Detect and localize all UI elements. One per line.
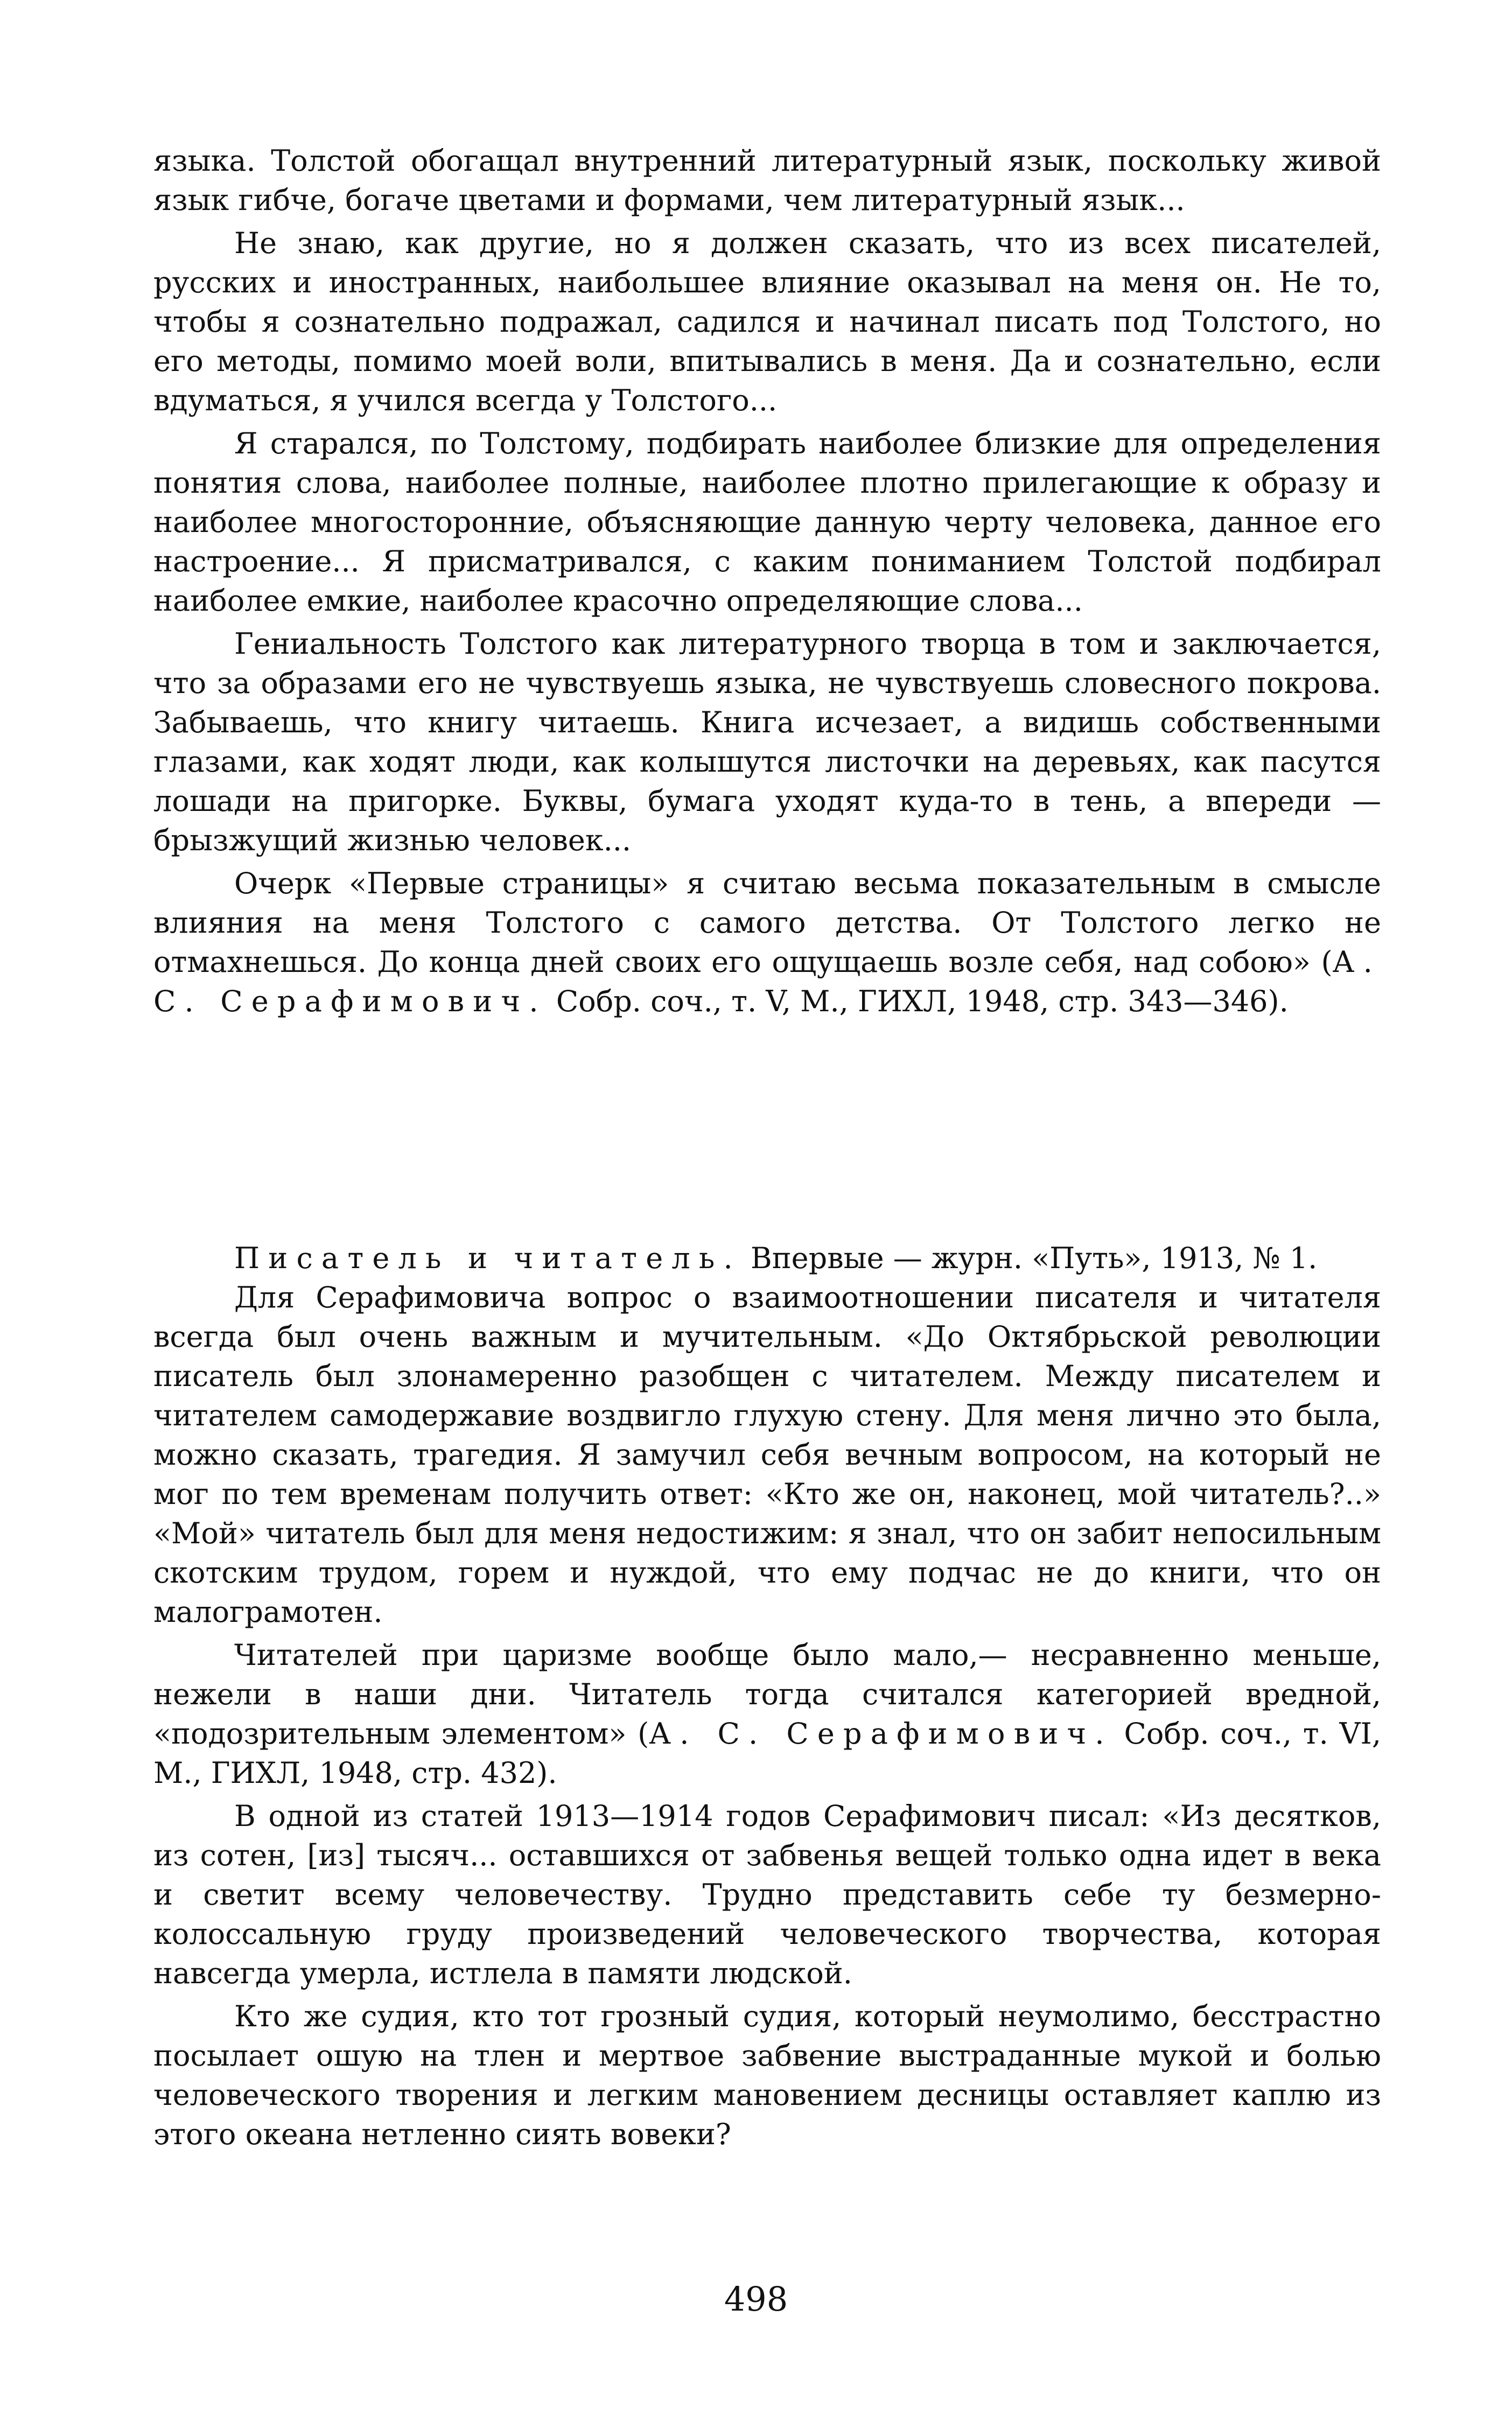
citation-source: Собр. соч., т. VI, М., ГИХЛ, 1948, стр. 432). bbox=[153, 1717, 1381, 1790]
paragraph: Кто же судия, кто тот грозный судия, который неумолимо, бесстрастно посылает ошую на тлен и мертвое забвение выстраданные мукой и болью человеческого творения и легким мановением десницы оставляет каплю из этого океана нетленно сиять вовеки? bbox=[153, 1999, 1381, 2151]
section-title: Писатель и читатель. bbox=[234, 1241, 741, 1275]
paragraph-citation bbox=[153, 1635, 1381, 1793]
commentary-block-writer-reader bbox=[153, 1239, 1381, 2158]
page-number: 498 bbox=[724, 2279, 788, 2319]
paragraph: Гениальность Толстого как литературного творца в том и заключается, что за образами его не чувствуешь языка, не чувствуешь словесного покрова. Забываешь, что книгу читаешь. Книга исчезает, а видишь собственными глазами, как ходят люди, как колышутся листочки на деревьях, как пасутся лошади на пригорке. Буквы, бумага уходят куда-то в тень, а впереди — брызжущий жизнью человек... bbox=[153, 627, 1381, 857]
citation-author: А. С. Серафимович. bbox=[153, 945, 1381, 1018]
section-heading bbox=[153, 1239, 1381, 1278]
commentary-block-tolstoy bbox=[153, 141, 1381, 1025]
paragraph: языка. Толстой обогащал внутренний литературный язык, поскольку живой язык гибче, богаче цветами и формами, чем литературный язык... bbox=[153, 144, 1381, 217]
citation-author: А. С. Серафимович. bbox=[649, 1717, 1113, 1751]
paragraph: Не знаю, как другие, но я должен сказать, что из всех писателей, русских и иностранных, наибольшее влияние оказывал на меня он. Не то, чтобы я сознательно подражал, садился и начинал писать под Толстого, но его методы, помимо моей воли, впитывались в меня. Да и сознательно, если вдуматься, я учился всегда у Толстого... bbox=[153, 226, 1381, 417]
paragraph: Я старался, по Толстому, подбирать наиболее близкие для определения понятия слова, наиболее полные, наиболее плотно прилегающие к образу и наиболее многосторонние, объясняющие данную черту человека, данное его настроение... Я присматривался, с каким пониманием Толстой подбирал наиболее емкие, наиболее красочно определяющие слова... bbox=[153, 426, 1381, 618]
citation-text: Очерк «Первые страницы» я считаю весьма показательным в смысле влияния на меня Толстого с самого детства. От Толстого легко не отмахнешься. До конца дней своих его ощущаешь возле себя, над собою» ( bbox=[153, 866, 1381, 979]
paragraph-citation bbox=[153, 864, 1381, 1021]
citation-text: Читателей при царизме вообще было мало,— несравненно меньше, нежели в наши дни. Читатель тогда считался категорией вредной, «подозрительным элементом» ( bbox=[153, 1638, 1381, 1751]
paragraph: Для Серафимовича вопрос о взаимоотношении писателя и читателя всегда был очень важным и мучительным. «До Октябрьской революции писатель был злонамеренно разобщен с читателем. Между писателем и читателем самодержавие воздвигло глухую стену. Для меня лично это была, можно сказать, трагедия. Я замучил себя вечным вопросом, на который не мог по тем временам получить ответ: «Кто же он, наконец, мой читатель?..» «Мой» читатель был для меня недостижим: я знал, что он забит непосильным скотским трудом, горем и нуждой, что ему подчас не до книги, что он малограмотен. bbox=[153, 1281, 1381, 1629]
citation-source: Собр. соч., т. V, М., ГИХЛ, 1948, стр. 343—346). bbox=[547, 984, 1289, 1018]
paragraph: В одной из статей 1913—1914 годов Серафимович писал: «Из десятков, из сотен, [из] тысяч... оставшихся от забвенья вещей только одна идет в века и светит всему человечеству. Трудно представить себе ту безмерно-колоссальную груду произведений человеческого творчества, которая навсегда умерла, истлела в памяти людской. bbox=[153, 1799, 1381, 1990]
section-source: Впервые — журн. «Путь», 1913, № 1. bbox=[741, 1241, 1318, 1275]
